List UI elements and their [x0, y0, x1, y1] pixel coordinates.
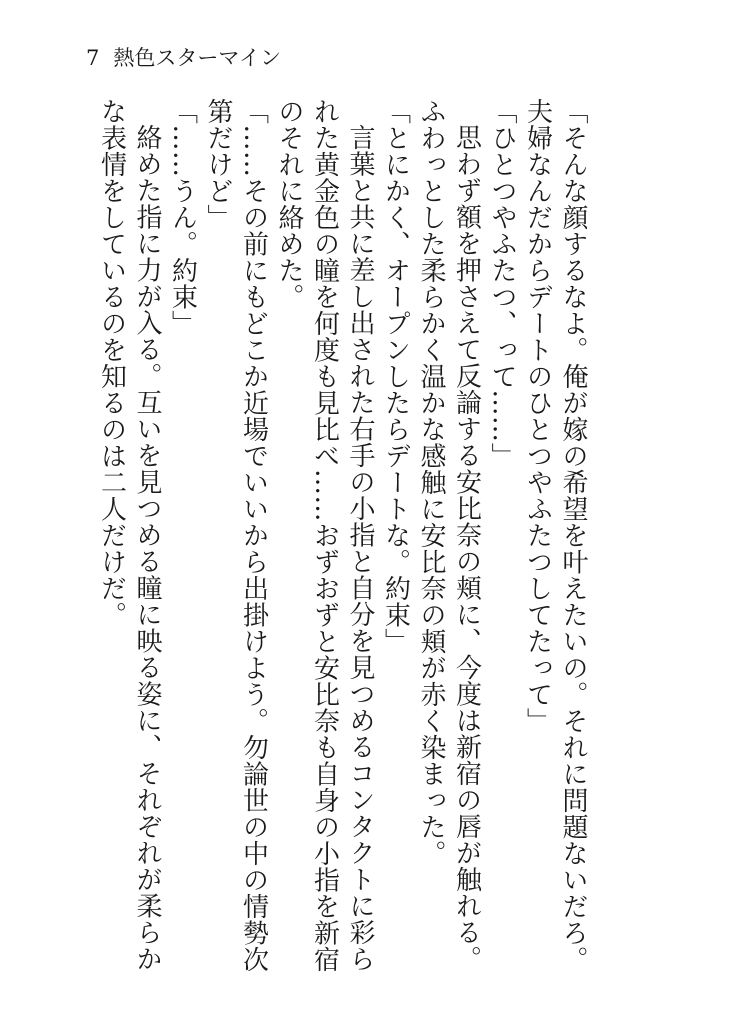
running-header — [86, 48, 281, 69]
paragraph-4: 「とにかく、オープンしたらデートな。約束」 — [380, 98, 411, 655]
paragraph-2: 「ひとつやふたつ、って……」 — [487, 98, 517, 469]
paragraph-1: 「そんな顔するなよ。俺が嫁の希望を叶えたいの。それに問題ないだろ。夫婦なんだからデートのひとつやふたつしてたって」 — [522, 98, 588, 973]
paragraph-8: 絡めた指に力が入る。互いを見つめる瞳に映る姿に、それぞれが柔らかな表情をしているのを知るのは二人だけだ。 — [96, 98, 162, 972]
vertical-body-text — [96, 98, 590, 978]
paragraph-7: 「……うん。約束」 — [167, 98, 198, 337]
chapter-title: 熱色スターマイン — [113, 46, 281, 70]
paragraph-5: 言葉と共に差し出された右手の小指と自分を見つめるコンタクトに彩られた黄金色の瞳を何度も見比べ……おずおずと安比奈も自身の小指を新宿のそれに絡めた。 — [274, 98, 375, 973]
paragraph-6: 「……その前にもどこか近場でいいから出掛けよう。勿論世の中の情勢次第だけど」 — [203, 98, 269, 973]
paragraph-3: 思わず額を押さえて反論する安比奈の頬に、今度は新宿の唇が触れる。ふわっとした柔らかく温かな感触に安比奈の頬が赤く染まった。 — [416, 98, 482, 972]
page-number: 7 — [86, 46, 100, 70]
